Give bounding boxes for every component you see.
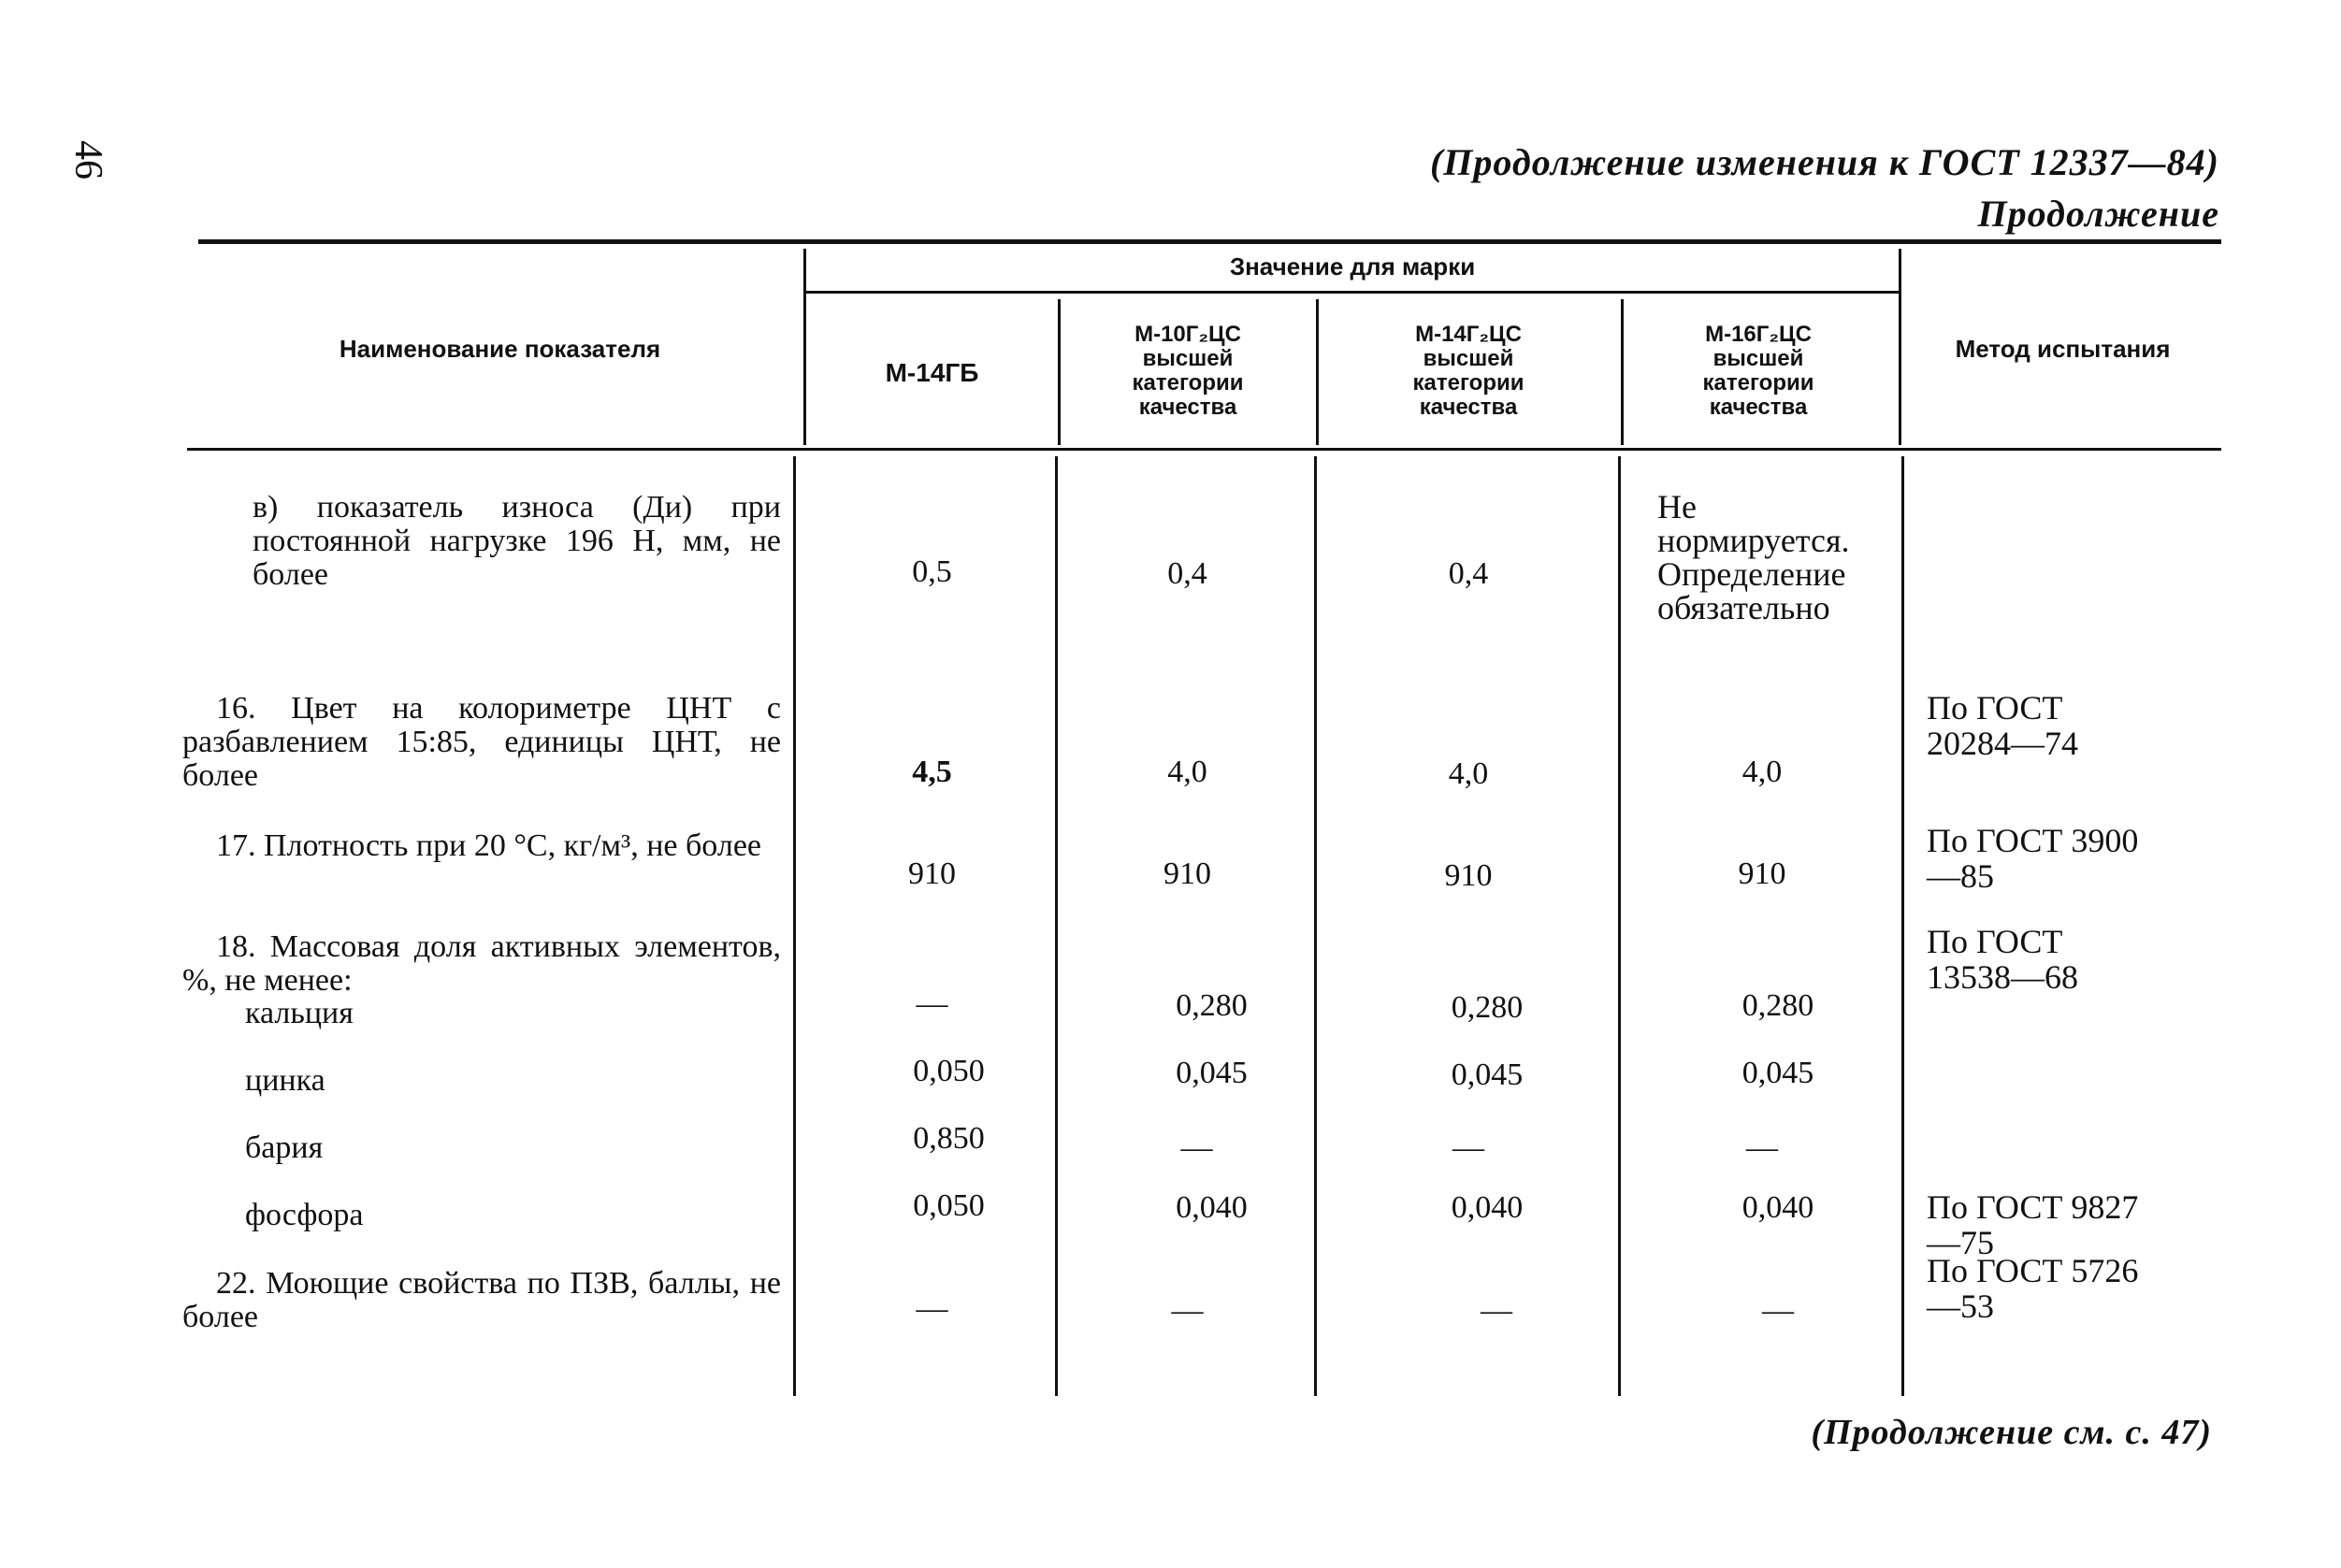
row-label-barium: бария: [245, 1130, 324, 1165]
header-bottom-rule: [187, 448, 2221, 451]
row-label-zinc: цинка: [245, 1063, 325, 1098]
cell-density-m10g2cs: 910: [1163, 856, 1211, 891]
row-label-detergent: 22. Моющие свойства по ПЗВ, баллы, не более: [182, 1266, 781, 1334]
col-divider-grade2-body: [1314, 456, 1317, 1396]
cell-detergent-m14gb: —: [916, 1291, 948, 1326]
header-subtitle: Продолжение: [1977, 193, 2219, 235]
cell-wear-m14gb: 0,5: [912, 554, 952, 589]
method-density: По ГОСТ 3900—85: [1927, 822, 2139, 895]
col-divider-method-body: [1901, 456, 1904, 1396]
row-label-phosphorus: фосфора: [245, 1198, 364, 1232]
cell-density-m14g2cs: 910: [1444, 858, 1493, 893]
col-divider-grade3-header: [1621, 299, 1624, 445]
header-grade-m14gb: М-14ГБ: [885, 358, 979, 387]
cell-zinc-m10g2cs: 0,045: [1176, 1056, 1248, 1090]
col-divider-grade3-body: [1618, 456, 1621, 1396]
cell-barium-m14gb: 0,850: [913, 1121, 985, 1156]
row-label-calcium: кальция: [245, 996, 354, 1030]
page-number: 46: [66, 140, 109, 180]
header-title: (Продолжение изменения к ГОСТ 12337—84): [1429, 141, 2219, 183]
row-label-wear: в) показатель износа (Ди) при постоянной нагрузке 196 Н, мм, не более: [253, 490, 781, 592]
cell-calcium-m16g2cs: 0,280: [1741, 988, 1814, 1023]
cell-phosphorus-m14g2cs: 0,040: [1451, 1190, 1524, 1225]
cell-detergent-m14g2cs: —: [1481, 1293, 1512, 1328]
row-label-density: 17. Плотность при 20 °С, кг/м³, не более: [216, 828, 761, 863]
cell-phosphorus-m10g2cs: 0,040: [1176, 1190, 1248, 1225]
method-detergent: По ГОСТ 5726—53: [1927, 1252, 2139, 1325]
cell-calcium-m10g2cs: 0,280: [1176, 988, 1248, 1023]
cell-color-m14gb: 4,5: [912, 755, 952, 789]
header-method: Метод испытания: [1955, 335, 2171, 363]
cell-phosphorus-m16g2cs: 0,040: [1741, 1190, 1814, 1225]
col-divider-grade1-body: [1055, 456, 1058, 1396]
table-top-rule: [198, 239, 2221, 244]
method-phosphorus: По ГОСТ 9827—75: [1927, 1188, 2139, 1261]
cell-barium-m14g2cs: —: [1452, 1130, 1484, 1165]
col-divider-grade2-header: [1316, 299, 1319, 445]
cell-zinc-m16g2cs: 0,045: [1741, 1056, 1814, 1090]
col-divider-indicator-body: [793, 456, 796, 1396]
header-value-group: Значение для марки: [1229, 252, 1476, 281]
cell-calcium-m14g2cs: 0,280: [1451, 990, 1524, 1025]
cell-wear-m10g2cs: 0,4: [1167, 556, 1207, 591]
header-grade-m16g2cs: М-16Г₂ЦС высшей категории качества: [1702, 322, 1814, 420]
cell-color-m10g2cs: 4,0: [1167, 755, 1207, 789]
cell-color-m16g2cs: 4,0: [1741, 755, 1783, 789]
footer-continuation-note: (Продолжение см. с. 47): [1811, 1413, 2212, 1452]
cell-barium-m16g2cs: —: [1746, 1130, 1778, 1165]
cell-calcium-m14gb: —: [916, 986, 948, 1021]
value-group-rule: [806, 291, 1899, 294]
cell-color-m14g2cs: 4,0: [1448, 756, 1489, 791]
row-label-color: 16. Цвет на колориметре ЦНТ с разбавлением 15:85, единицы ЦНТ, не более: [182, 691, 781, 793]
cell-density-m14gb: 910: [908, 856, 956, 891]
cell-phosphorus-m14gb: 0,050: [913, 1188, 985, 1223]
method-active-elements: По ГОСТ 13538—68: [1927, 923, 2078, 996]
cell-zinc-m14gb: 0,050: [913, 1054, 985, 1088]
cell-wear-m14g2cs: 0,4: [1448, 556, 1489, 591]
method-color: По ГОСТ 20284—74: [1927, 689, 2078, 762]
cell-density-m16g2cs: 910: [1738, 856, 1786, 891]
col-divider-method-header: [1899, 249, 1901, 445]
col-divider-grade1-header: [1058, 299, 1061, 445]
cell-detergent-m16g2cs: —: [1762, 1293, 1794, 1328]
header-indicator: Наименование показателя: [339, 335, 661, 363]
header-grade-m10g2cs: М-10Г₂ЦС высшей категории качества: [1132, 322, 1244, 420]
cell-barium-m10g2cs: —: [1180, 1130, 1213, 1165]
cell-zinc-m14g2cs: 0,045: [1451, 1057, 1524, 1092]
cell-detergent-m10g2cs: —: [1171, 1293, 1204, 1328]
row-label-active-elements: 18. Массовая доля активных элементов, %, не менее:: [182, 929, 781, 998]
header-grade-m14g2cs: М-14Г₂ЦС высшей категории качества: [1412, 322, 1525, 420]
cell-wear-m16g2cs: Не нормируется. Определение обязательно: [1657, 488, 1850, 626]
